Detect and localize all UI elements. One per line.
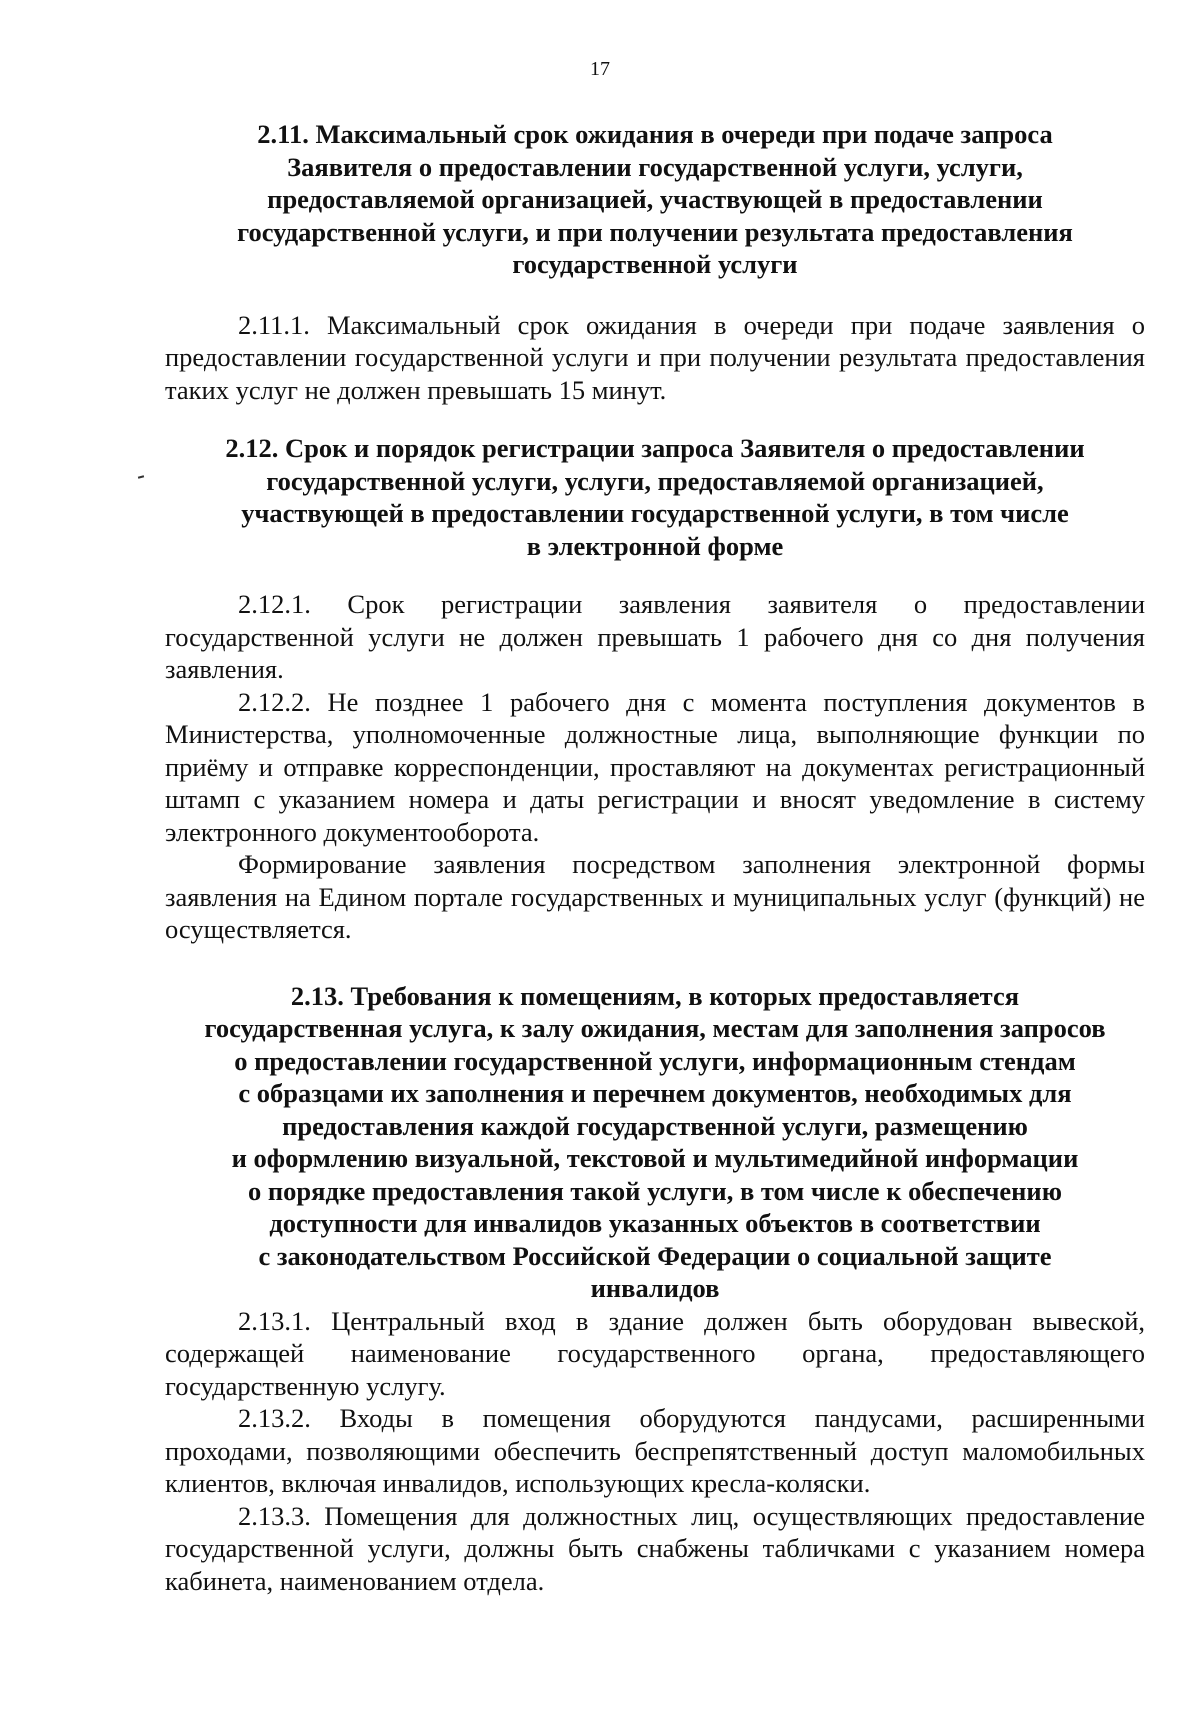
scan-mark	[138, 475, 144, 478]
heading-line: государственной услуги	[512, 249, 798, 279]
paragraph-2-12-1: 2.12.1. Срок регистрации заявления заявителя о предоставлении государственной услуги не должен превышать 1 рабочего дня со дня получения заявления.	[165, 589, 1145, 684]
heading-line: 2.12. Срок и порядок регистрации запроса Заявителя о предоставлении	[225, 433, 1085, 463]
heading-line: с законодательством Российской Федерации о социальной защите	[258, 1240, 1052, 1271]
paragraph-2-13-3: 2.13.3. Помещения для должностных лиц, осуществляющих предоставление государственной услуги, должны быть снабжены табличками с указанием номера кабинета, наименованием отдела.	[165, 1500, 1145, 1596]
paragraph-2-13-1: 2.13.1. Центральный вход в здание должен быть оборудован вывеской, содержащей наименование государственного органа, предоставляющего государственную услугу.	[165, 1305, 1145, 1401]
paragraph-2-13-2: 2.13.2. Входы в помещения оборудуются пандусами, расширенными проходами, позволяющими обеспечить беспрепятственный доступ маломобильных клиентов, включая инвалидов, использующих кресла-коляски.	[165, 1403, 1145, 1498]
section-2-11-heading	[165, 118, 1145, 281]
heading-line: доступности для инвалидов указанных объектов в соответствии	[269, 1208, 1041, 1238]
heading-line: в электронной форме	[526, 530, 784, 561]
page-number: 17	[590, 58, 610, 80]
heading-line: с образцами их заполнения и перечнем документов, необходимых для	[238, 1078, 1072, 1108]
heading-line: участвующей в предоставлении государственной услуги, в том числе	[241, 498, 1069, 528]
heading-line: предоставления каждой государственной услуги, размещению	[282, 1110, 1028, 1141]
heading-line: предоставляемой организацией, участвующей в предоставлении	[267, 184, 1043, 214]
document-body	[165, 118, 1145, 1597]
heading-line: о порядке предоставления такой услуги, в том числе к обеспечению	[248, 1175, 1062, 1206]
heading-line: государственной услуги, услуги, предоставляемой организацией,	[266, 465, 1044, 496]
heading-line: 2.13. Требования к помещениям, в которых предоставляется	[290, 980, 1020, 1011]
heading-line: о предоставлении государственной услуги, информационным стендам	[234, 1045, 1076, 1076]
paragraph-2-12-2-note: Формирование заявления посредством заполнения электронной формы заявления на Едином портале государственных и муниципальных услуг (функций) не осуществляется.	[165, 849, 1145, 944]
heading-line: государственная услуга, к залу ожидания, местам для заполнения запросов	[204, 1013, 1106, 1043]
section-2-12-heading	[165, 432, 1145, 562]
heading-line: 2.11. Максимальный срок ожидания в очереди при подаче запроса	[257, 119, 1053, 149]
paragraph-2-11-1: 2.11.1. Максимальный срок ожидания в очереди при подаче заявления о предоставлении государственной услуги и при получении результата предоставления таких услуг не должен превышать 15 минут.	[165, 309, 1145, 405]
paragraph-2-12-2: 2.12.2. Не позднее 1 рабочего дня с момента поступления документов в Министерства, уполномоченные должностные лица, выполняющие функции по приёму и отправке корреспонденции, проставляют на документах регистрационный штамп с указанием номера и даты регистрации и вносят уведомление в систему электронного документооборота.	[165, 686, 1145, 847]
section-2-13-heading	[165, 980, 1145, 1305]
heading-line: и оформлению визуальной, текстовой и мультимедийной информации	[231, 1143, 1079, 1173]
heading-line: Заявителя о предоставлении государственной услуги, услуги,	[287, 151, 1023, 182]
heading-line: инвалидов	[590, 1273, 720, 1303]
heading-line: государственной услуги, и при получении результата предоставления	[237, 216, 1073, 247]
